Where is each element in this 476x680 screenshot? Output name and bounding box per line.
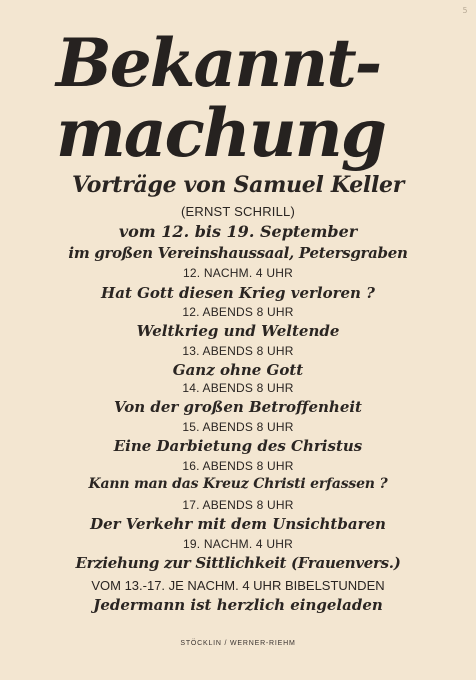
program-topic-1: Hat Gott diesen Krieg verloren ?: [101, 284, 375, 302]
program-topic-8: Erziehung zur Sittlichkeit (Frauenvers.): [75, 554, 401, 572]
program-time-6: 16. ABENDS 8 UHR: [182, 459, 294, 473]
program-topic-5: Eine Darbietung des Christus: [113, 437, 363, 455]
program-topic-3: Ganz ohne Gott: [172, 361, 304, 379]
program-time-2: 12. ABENDS 8 UHR: [182, 305, 294, 319]
bible-hours: VOM 13.-17. JE NACHM. 4 UHR BIBELSTUNDEN: [91, 578, 385, 593]
program-time-3: 13. ABENDS 8 UHR: [182, 344, 294, 358]
program-time-5: 15. ABENDS 8 UHR: [182, 420, 294, 434]
title-line-1: Bekannt-: [56, 24, 381, 102]
invitation: Jedermann ist herzlich eingeladen: [93, 596, 383, 614]
program-topic-6: Kann man das Kreuz Christi erfassen ?: [88, 476, 388, 492]
program-time-7: 17. ABENDS 8 UHR: [182, 498, 294, 512]
subtitle: Vorträge von Samuel Keller: [71, 172, 405, 198]
program-time-1: 12. NACHM. 4 UHR: [183, 266, 293, 280]
venue: im großen Vereinshaussaal, Petersgraben: [68, 244, 408, 262]
printer-imprint: STÖCKLIN / WERNER-RIEHM: [180, 640, 296, 647]
program-time-8: 19. NACHM. 4 UHR: [183, 537, 293, 551]
title-line-2: machung: [56, 94, 385, 172]
dates: vom 12. bis 19. September: [118, 222, 358, 241]
program-topic-4: Von der großen Betroffenheit: [113, 398, 362, 416]
program-topic-2: Weltkrieg und Weltende: [136, 322, 340, 340]
author-note: (ERNST SCHRILL): [180, 204, 295, 219]
program-time-4: 14. ABENDS 8 UHR: [182, 381, 294, 395]
program-topic-7: Der Verkehr mit dem Unsichtbaren: [90, 515, 386, 533]
archive-mark: 5: [462, 6, 468, 15]
